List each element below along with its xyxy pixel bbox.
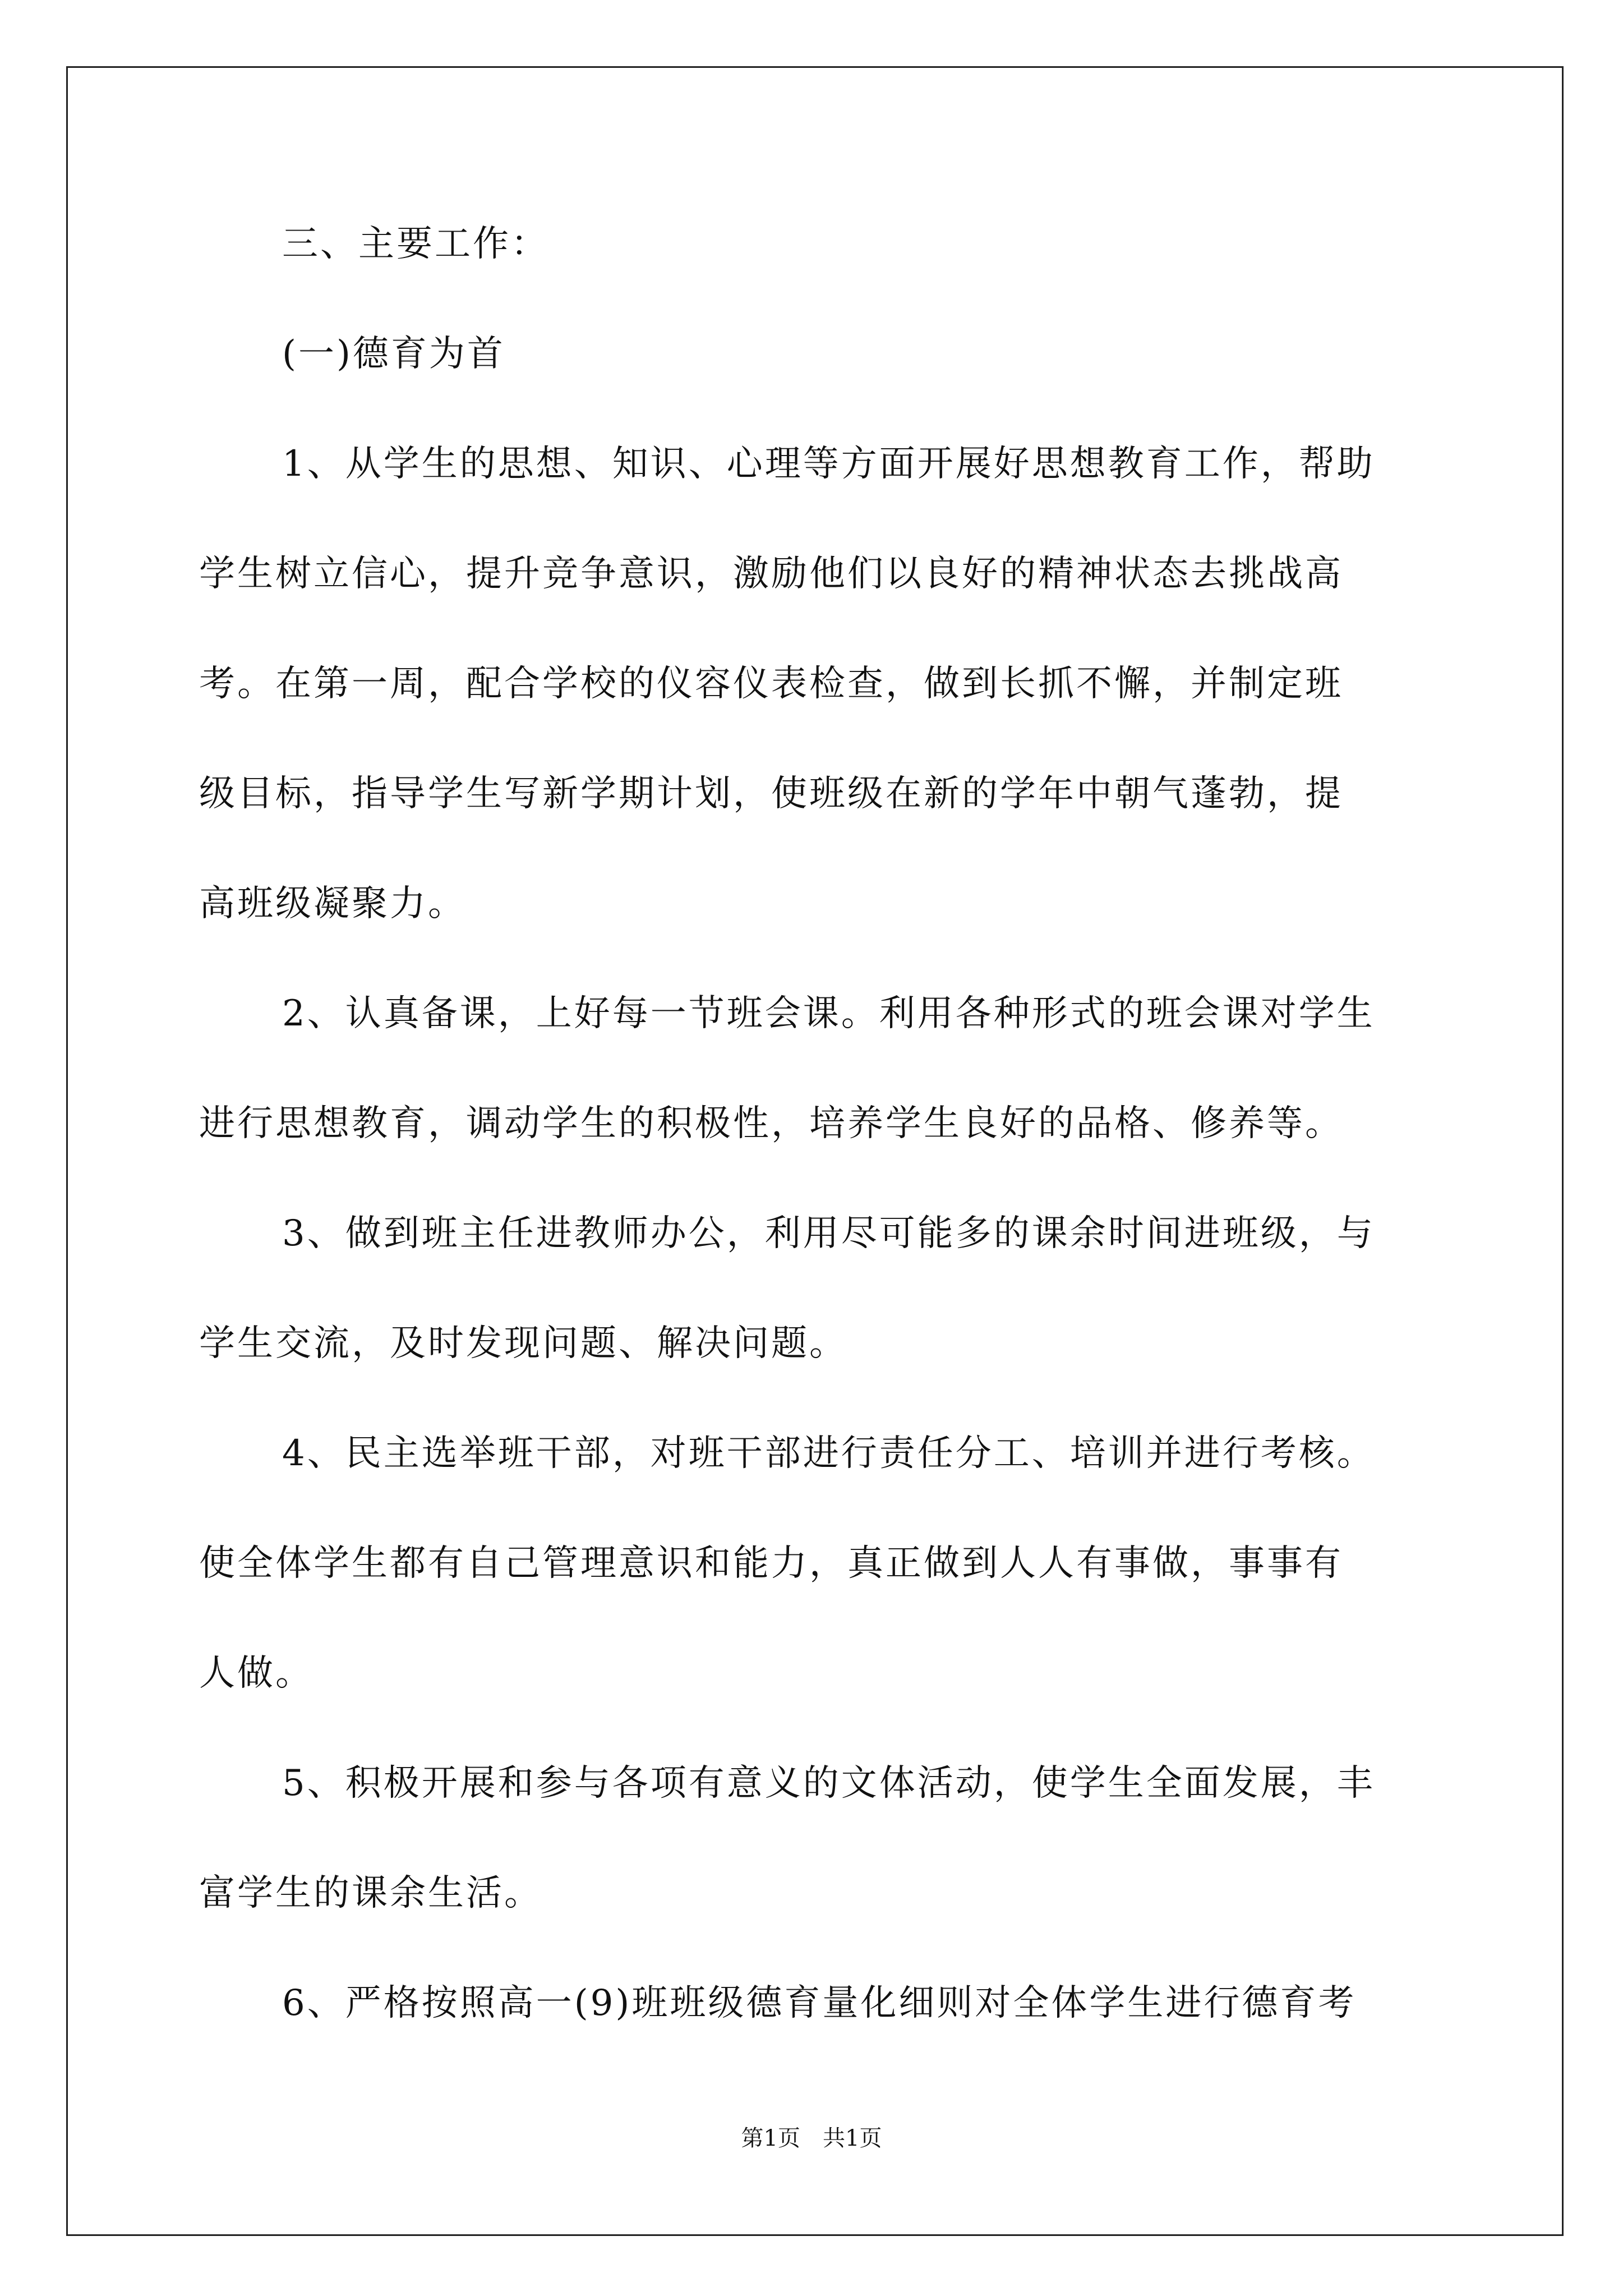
paragraph-line: 人做。 [199,1653,313,1694]
paragraph-line: 学生交流，及时发现问题、解决问题。 [199,1323,847,1364]
paragraph-line: 1、从学生的思想、知识、心理等方面开展好思想教育工作，帮助 [282,443,1375,485]
paragraph-line: 考。在第一周，配合学校的仪容仪表检查，做到长抓不懈，并制定班 [199,663,1343,705]
section-heading: 三、主要工作： [282,223,549,265]
paragraph-line: 3、做到班主任进教师办公，利用尽可能多的课余时间进班级，与 [282,1213,1375,1254]
paragraph-line: 使全体学生都有自己管理意识和能力，真正做到人人有事做，事事有 [199,1543,1343,1584]
paragraph-line: 级目标，指导学生写新学期计划，使班级在新的学年中朝气蓬勃，提 [199,773,1343,815]
paragraph-line: 5、积极开展和参与各项有意义的文体活动，使学生全面发展，丰 [282,1763,1375,1804]
paragraph-line: 4、民主选举班干部，对班干部进行责任分工、培训并进行考核。 [282,1433,1375,1474]
subsection-heading: (一)德育为首 [282,333,505,375]
paragraph-line: 2、认真备课，上好每一节班会课。利用各种形式的班会课对学生 [282,993,1375,1034]
paragraph-line: 富学生的课余生活。 [199,1872,542,1914]
paragraph-line: 6、严格按照高一(9)班班级德育量化细则对全体学生进行德育考 [282,1982,1357,2024]
page-number: 第1页 共1页 [741,2125,882,2151]
paragraph-line: 高班级凝聚力。 [199,883,466,924]
paragraph-line: 进行思想教育，调动学生的积极性，培养学生良好的品格、修养等。 [199,1103,1343,1144]
paragraph-line: 学生树立信心，提升竞争意识，激励他们以良好的精神状态去挑战高 [199,553,1343,595]
